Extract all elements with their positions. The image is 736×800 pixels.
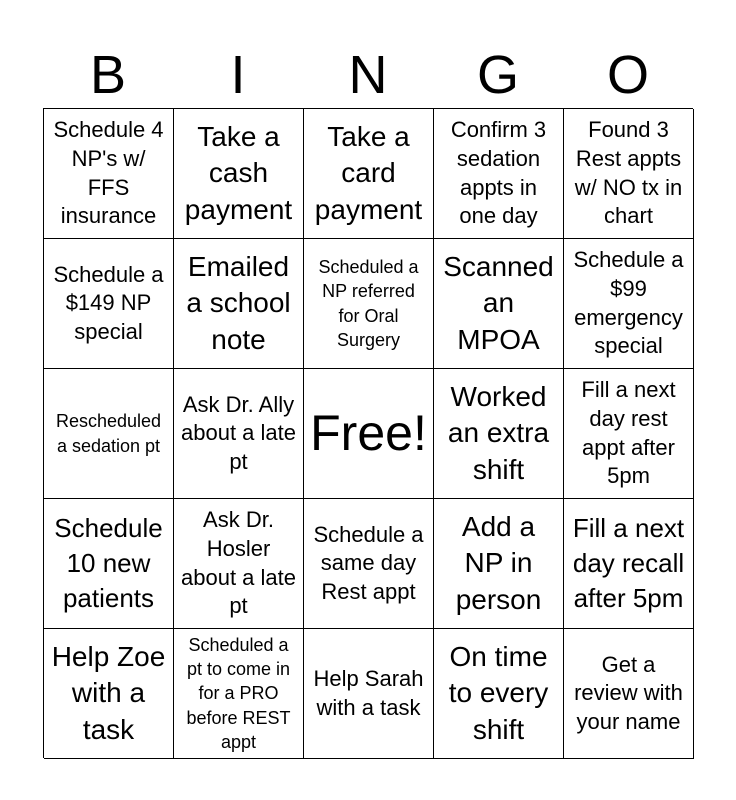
bingo-cell[interactable]: On time to every shift	[434, 629, 564, 759]
bingo-cell[interactable]: Help Sarah with a task	[304, 629, 434, 759]
bingo-cell[interactable]: Take a cash payment	[174, 109, 304, 239]
bingo-cell[interactable]: Schedule a $99 emergency special	[564, 239, 694, 369]
free-space-cell[interactable]: Free!	[304, 369, 434, 499]
bingo-cell[interactable]: Scheduled a pt to come in for a PRO before REST appt	[174, 629, 304, 759]
bingo-cell[interactable]: Worked an extra shift	[434, 369, 564, 499]
bingo-header	[43, 42, 693, 108]
bingo-cell[interactable]: Schedule a same day Rest appt	[304, 499, 434, 629]
bingo-cell[interactable]: Ask Dr. Hosler about a late pt	[174, 499, 304, 629]
bingo-cell[interactable]: Fill a next day recall after 5pm	[564, 499, 694, 629]
bingo-cell[interactable]: Get a review with your name	[564, 629, 694, 759]
bingo-cell[interactable]: Schedule 4 NP's w/ FFS insurance	[44, 109, 174, 239]
bingo-cell[interactable]: Schedule 10 new patients	[44, 499, 174, 629]
bingo-board	[43, 108, 693, 758]
bingo-cell[interactable]: Emailed a school note	[174, 239, 304, 369]
bingo-cell[interactable]: Rescheduled a sedation pt	[44, 369, 174, 499]
bingo-cell[interactable]: Add a NP in person	[434, 499, 564, 629]
bingo-cell[interactable]: Found 3 Rest appts w/ NO tx in chart	[564, 109, 694, 239]
header-letter-b: B	[89, 45, 127, 105]
bingo-cell[interactable]: Take a card payment	[304, 109, 434, 239]
bingo-cell[interactable]: Scanned an MPOA	[434, 239, 564, 369]
bingo-cell[interactable]: Help Zoe with a task	[44, 629, 174, 759]
bingo-cell[interactable]: Ask Dr. Ally about a late pt	[174, 369, 304, 499]
bingo-cell[interactable]: Fill a next day rest appt after 5pm	[564, 369, 694, 499]
bingo-cell[interactable]: Scheduled a NP referred for Oral Surgery	[304, 239, 434, 369]
header-letter-n: N	[348, 45, 388, 105]
header-letter-o: O	[606, 45, 649, 105]
bingo-cell[interactable]: Schedule a $149 NP special	[44, 239, 174, 369]
header-letter-i: I	[230, 45, 246, 105]
bingo-cell[interactable]: Confirm 3 sedation appts in one day	[434, 109, 564, 239]
header-letter-g: G	[476, 45, 519, 105]
